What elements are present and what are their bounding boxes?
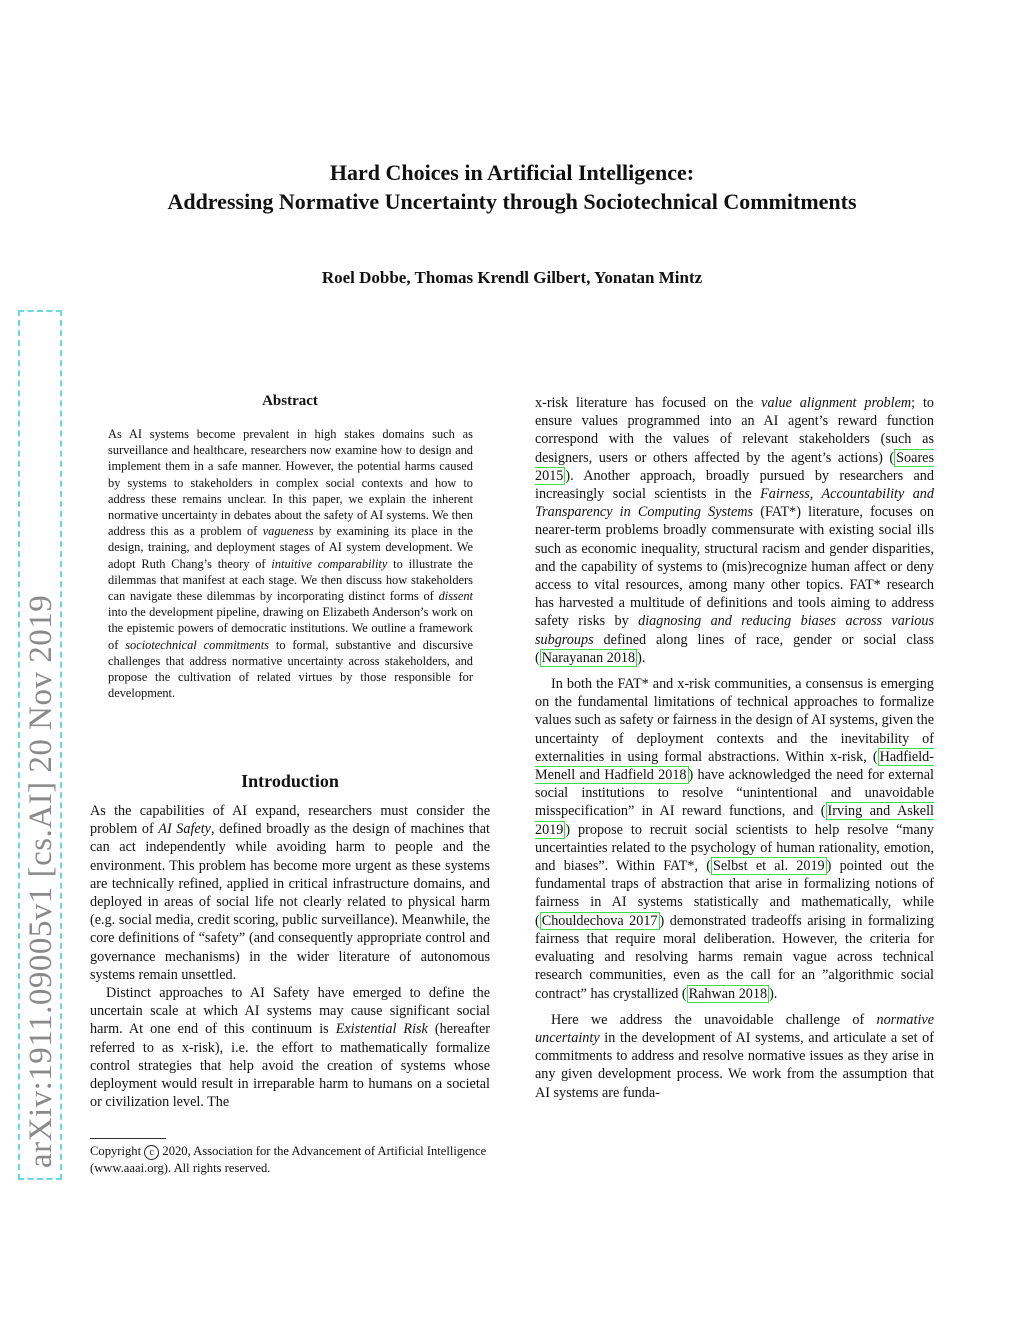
citation-link[interactable]: Narayanan 2018: [541, 649, 636, 666]
right-paragraph-2: In both the FAT* and x-risk communities, a consensus is emerging on the fundamental limitations of technical approaches to formalize values such as safety or fairness in the design of AI systems, given the uncertainty of deployment contexts and the inevitability of externalities in using formal abstractions. Within x-risk, ( Hadfield-Menell and Hadfield 2018 ) have acknowledged the need for external social institutions to resolve “unintentional and unavoidable misspecification” in AI reward functions, and ( Irving and Askell 2019 ) propose to recruit social scientists to help resolve “many uncertainties related to the psychology of human rationality, emotion, and biases”. Within FAT*, ( Selbst et al. 2019 ) pointed out the fundamental traps of abstraction that arise in formalizing notions of fairness in AI systems statistically and mathematically, while ( Chouldechova 2017 ) demonstrated tradeoffs arising in formalizing fairness that require moral deliberation. However, the criteria for evaluating and resolving harms remain vague across technical research communities, even as the call for an ”algorithmic social contract” has crystallized ( Rahwan 2018 ).: [535, 676, 935, 1002]
right-paragraph-1: x-risk literature has focused on the value alignment problem; to ensure values programmed into an AI agent’s reward function correspond with the values of relevant stakeholders (such as designers, users or others affected by the agent’s actions) ( Soares 2015 ). Another approach, broadly pursued by researchers and increasingly social scientists in the Fairness, Accountability and Transparency in Computing Systems (FAT*) literature, focuses on nearer-term problems broadly commensurate with existing social ills such as economic inequality, structural racism and gender disparities, and the capability of systems to (mis)recognize human affect or deny access to vital resources, among many other topics. FAT* research has harvested a multitude of definitions and tools aiming to address safety risks by diagnosing and reducing biases across various subgroups defined along lines of race, gender or social class ( Narayanan 2018 ).: [535, 395, 934, 666]
abstract-heading: Abstract: [262, 393, 318, 409]
right-column-body: [535, 394, 934, 1102]
intro-paragraph-2: Distinct approaches to AI Safety have emerged to define the uncertain scale at which AI systems may cause significant social harm. At one end of this continuum is Existential Risk (hereafter referred to as x-risk), i.e. the effort to mathematically formalize control strategies that help avoid the creation of systems whose deployment would result in irreparable harm to humans on a societal or civilization level. The: [90, 985, 491, 1111]
left-column-body: [90, 802, 490, 1111]
authors: Roel Dobbe, Thomas Krendl Gilbert, Yonatan Mintz: [321, 268, 703, 287]
citation-link[interactable]: Rahwan 2018: [688, 985, 768, 1002]
abstract-body: As AI systems become prevalent in high stakes domains such as surveillance and healthcare, researchers now examine how to design and implement them in a safe manner. However, the potential harms caused by systems to stakeholders in complex social contexts and how to address these remains unclear. In this paper, we explain the inherent normative uncertainty in debates about the safety of AI systems. We then address this as a problem of vagueness by examining its place in the design, training, and deployment stages of AI system development. We adopt Ruth Chang’s theory of intuitive comparability to illustrate the dilemmas that manifest at each stage. We then discuss how stakeholders can navigate these dilemmas by incorporating distinct forms of dissent into the development pipeline, drawing on Elizabeth Anderson’s work on the epistemic powers of democratic institutions. We outline a framework of sociotechnical commitments to formal, substantive and discursive challenges that address normative uncertainty across stakeholders, and propose the cultivation of related virtues by those responsible for development.: [108, 427, 473, 701]
right-paragraph-3: Here we address the unavoidable challenge of normative uncertainty in the development of AI systems, and articulate a set of commitments to address and resolve normative issues as they arise in any given development process. We work from the assumption that AI systems are funda-: [535, 1011, 934, 1101]
copyright-footnote: Copyright c 2020, Association for the Advancement of Artificial Intelligence (www.aaai.org). All rights reserved.: [90, 1144, 487, 1175]
paper-title-line1: Hard Choices in Artificial Intelligence:: [329, 160, 695, 185]
citation-link[interactable]: Soares 2015: [535, 449, 934, 484]
copyright-symbol-icon: c: [144, 1145, 159, 1160]
citation-link[interactable]: Chouldechova 2017: [541, 912, 658, 929]
footnote-divider: [90, 1138, 166, 1139]
intro-paragraph-1: As the capabilities of AI expand, researchers must consider the problem of AI Safety, defined broadly as the design of machines that can act independently while avoiding harm to people and the environment. This problem has become more urgent as these systems are technically refined, applied in critical infrastructure domains, and deployed in areas of social life not clearly related to physical harm (e.g. social media, credit scoring, public surveillance). Meanwhile, the core definitions of “safety” (and consequently appropriate control and governance mechanisms) in the wider literature of autonomous systems remain unsettled.: [90, 803, 490, 983]
citation-link[interactable]: Hadfield-Menell and Hadfield 2018: [535, 748, 934, 784]
introduction-heading: Introduction: [241, 771, 339, 791]
citation-link[interactable]: Selbst et al. 2019: [712, 858, 825, 875]
citation-link[interactable]: Irving and Askell 2019: [535, 803, 934, 838]
paper-title-line2: Addressing Normative Uncertainty through Sociotechnical Commitments: [167, 189, 857, 214]
arxiv-identifier-stamp[interactable]: arXiv:1911.09005v1 [cs.AI] 20 Nov 2019: [18, 310, 62, 1180]
